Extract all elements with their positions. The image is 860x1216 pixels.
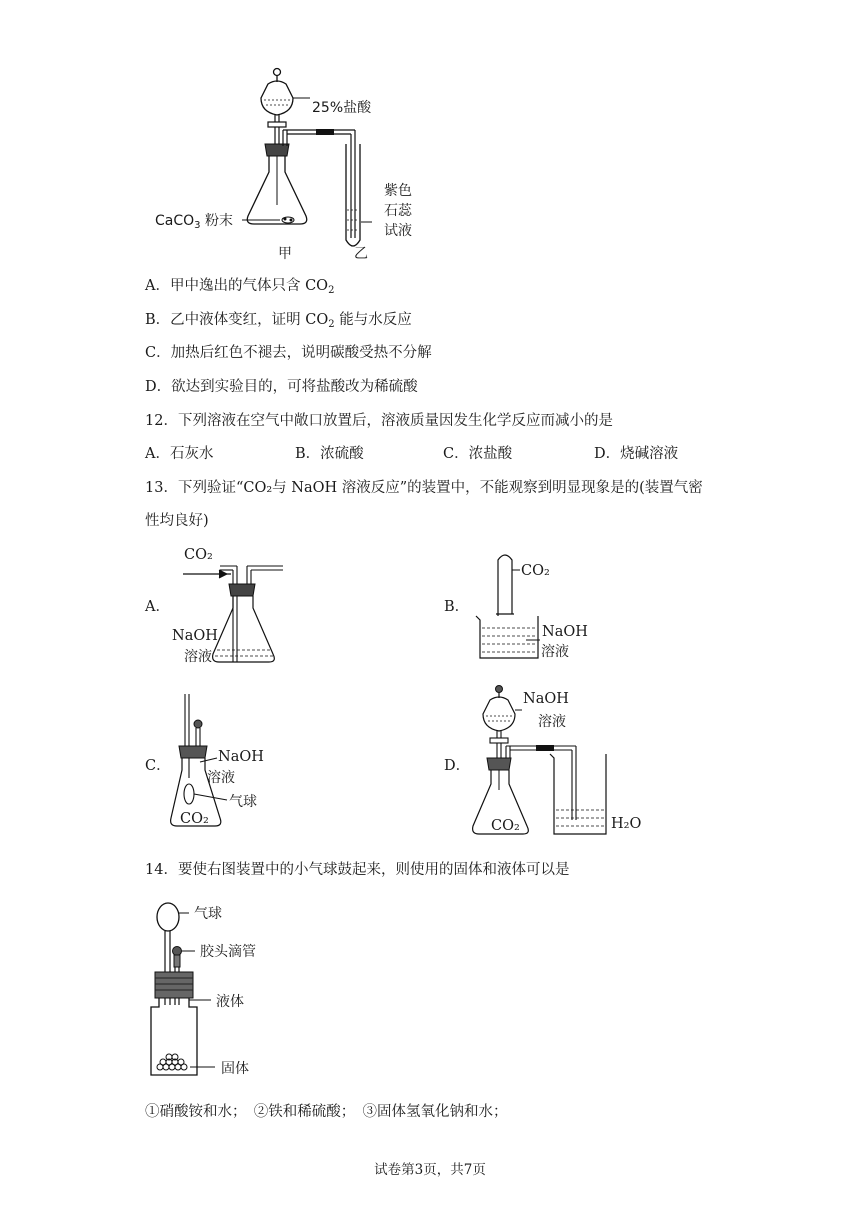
tube-label: 乙: [354, 246, 368, 262]
q13-letter-d: D．: [444, 758, 471, 774]
litmus-label-2: 石蕊: [384, 203, 412, 219]
q13d-sol-1: NaOH: [523, 691, 569, 707]
q13c-sol-1: NaOH: [218, 749, 264, 765]
q12-stem: 12．下列溶液在空气中敞口放置后，溶液质量因发生化学反应而减小的是: [145, 413, 613, 429]
q12-option-a: A．石灰水: [145, 446, 214, 462]
q13-letter-c: C．: [145, 758, 171, 774]
flask-label: 甲: [278, 246, 292, 262]
q13-stem-line2: 性均良好): [145, 513, 209, 529]
q11-option-a: A．甲中逸出的气体只含 $CO_2$: [145, 278, 335, 296]
acid-label: 25%盐酸: [312, 100, 372, 116]
q13a-sol-1: NaOH: [172, 628, 218, 644]
q14-choices: ①硝酸铵和水； ②铁和稀硫酸； ③固体氢氧化钠和水；: [145, 1104, 508, 1120]
q12-option-d: D．烧碱溶液: [594, 446, 679, 462]
q13d-sol-2: 溶液: [538, 714, 566, 730]
q11-option-d: D．欲达到实验目的，可将盐酸改为稀硫酸: [145, 379, 418, 395]
q13b-sol-1: NaOH: [542, 624, 588, 640]
litmus-label-1: 紫色: [384, 183, 412, 199]
caco3-label: CaCO$_3$ 粉末: [155, 213, 233, 231]
q13-stem-line1: 13．下列验证“CO₂与 NaOH 溶液反应”的装置中，不能观察到明显现象是的(装置气密: [145, 480, 703, 496]
q12-option-c: C．浓盐酸: [443, 446, 513, 462]
q13c-sol-2: 溶液: [207, 770, 235, 786]
q11-option-b: B．乙中液体变红，证明 $CO_2$ 能与水反应: [145, 312, 412, 330]
litmus-label-3: 试液: [384, 223, 412, 239]
q13d-gas-label: CO₂: [491, 818, 520, 834]
q12-option-b: B．浓硫酸: [295, 446, 364, 462]
q13-letter-b: B．: [444, 599, 470, 615]
q14-dropper-label: 胶头滴管: [200, 944, 256, 960]
q13-letter-a: A．: [145, 599, 170, 615]
page-footer: 试卷第3页，共7页: [374, 1162, 486, 1178]
q14-liquid-label: 液体: [216, 994, 244, 1010]
q13c-gas-label: CO₂: [180, 811, 209, 827]
q11-option-c: C．加热后红色不褪去，说明碳酸受热不分解: [145, 345, 432, 361]
q13b-sol-2: 溶液: [541, 644, 569, 660]
q13a-sol-2: 溶液: [184, 649, 212, 665]
q14-balloon-label: 气球: [194, 906, 222, 922]
q13d-water-label: H₂O: [611, 816, 642, 832]
q13c-balloon-label: 气球: [229, 794, 257, 810]
q13b-gas-label: CO₂: [521, 563, 550, 579]
q13a-gas-label: CO₂: [184, 547, 213, 563]
q14-solid-label: 固体: [221, 1061, 249, 1077]
q14-stem: 14．要使右图装置中的小气球鼓起来，则使用的固体和液体可以是: [145, 862, 570, 878]
q14-apparatus-diagram: [145, 895, 265, 1085]
